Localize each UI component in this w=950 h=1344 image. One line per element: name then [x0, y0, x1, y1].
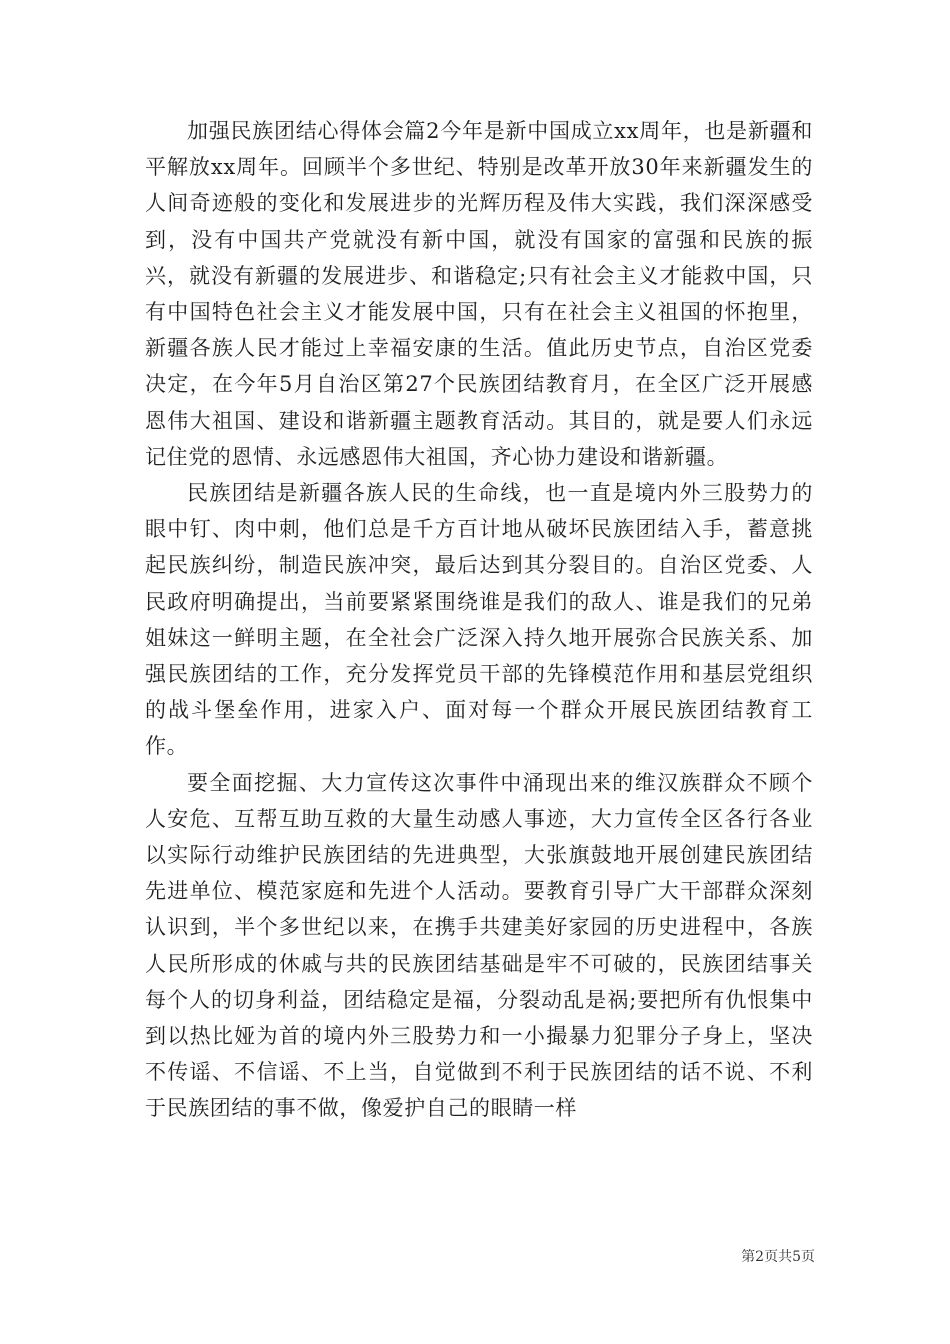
paragraph-1: 加强民族团结心得体会篇2今年是新中国成立xx周年，也是新疆和平解放xx周年。回顾半个多世纪、特别是改革开放30年来新疆发生的人间奇迹般的变化和发展进步的光辉历程及伟大实践，我们深深感受到，没有中国共产党就没有新中国，就没有国家的富强和民族的振兴，就没有新疆的发展进步、和谐稳定;只有社会主义才能救中国，只有中国特色社会主义才能发展中国，只有在社会主义祖国的怀抱里，新疆各族人民才能过上幸福安康的生活。值此历史节点，自治区党委决定，在今年5月自治区第27个民族团结教育月，在全区广泛开展感恩伟大祖国、建设和谐新疆主题教育活动。其目的，就是要人们永远记住党的恩情、永远感恩伟大祖国，齐心协力建设和谐新疆。: [145, 119, 813, 469]
paragraph-2: 民族团结是新疆各族人民的生命线，也一直是境内外三股势力的眼中钉、肉中刺，他们总是千方百计地从破坏民族团结入手，蓄意挑起民族纠纷，制造民族冲突，最后达到其分裂目的。自治区党委、人民政府明确提出，当前要紧紧围绕谁是我们的敌人、谁是我们的兄弟姐妹这一鲜明主题，在全社会广泛深入持久地开展弥合民族关系、加强民族团结的工作，充分发挥党员干部的先锋模范作用和基层党组织的战斗堡垒作用，进家入户、面对每一个群众开展民族团结教育工作。: [145, 481, 813, 759]
paragraph-3: 要全面挖掘、大力宣传这次事件中涌现出来的维汉族群众不顾个人安危、互帮互助互救的大量生动感人事迹，大力宣传全区各行各业以实际行动维护民族团结的先进典型，大张旗鼓地开展创建民族团结先进单位、模范家庭和先进个人活动。要教育引导广大干部群众深刻认识到，半个多世纪以来，在携手共建美好家园的历史进程中，各族人民所形成的休戚与共的民族团结基础是牢不可破的，民族团结事关每个人的切身利益，团结稳定是福，分裂动乱是祸;要把所有仇恨集中到以热比娅为首的境内外三股势力和一小撮暴力犯罪分子身上，坚决不传谣、不信谣、不上当，自觉做到不利于民族团结的话不说、不利于民族团结的事不做，像爱护自己的眼睛一样: [145, 770, 813, 1121]
document-body: [145, 113, 813, 1127]
page-number: 第2页共5页: [741, 1249, 815, 1265]
